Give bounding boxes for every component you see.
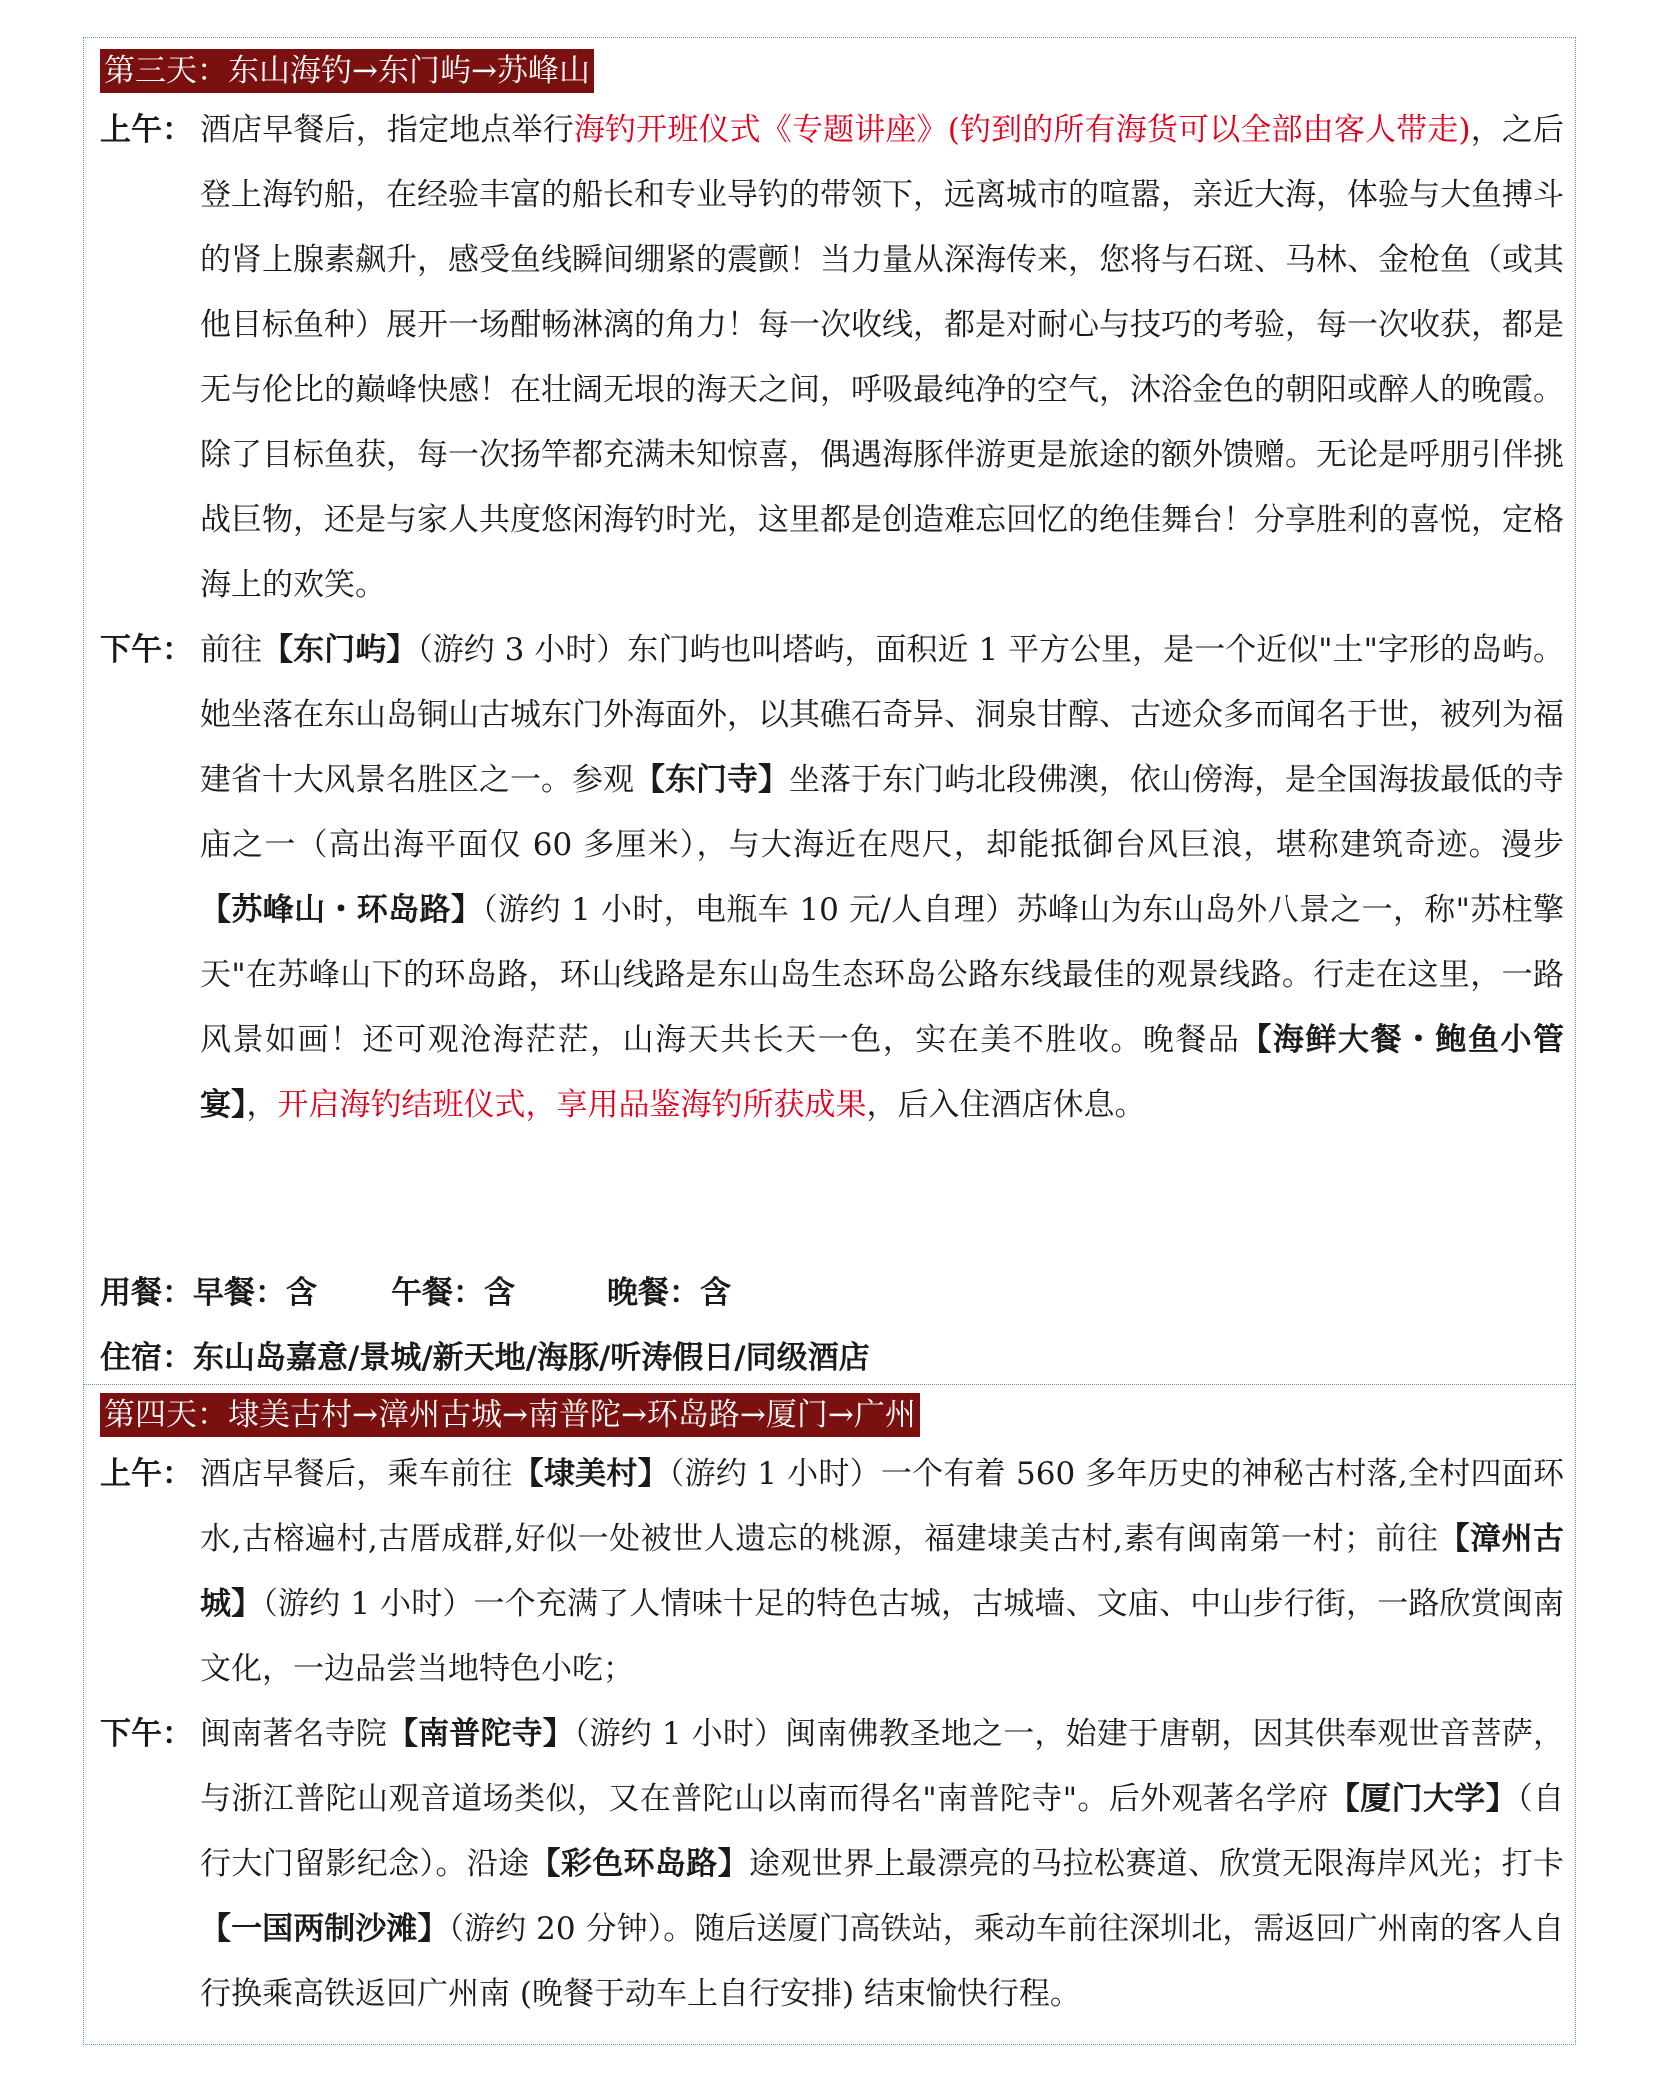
day4-morning [100,1442,1564,1702]
day3-content [100,98,1564,1138]
day3-afternoon-highlight: 开启海钓结班仪式，享用品鉴海钓所获成果 [277,1087,867,1123]
day3-afternoon [100,618,1564,1138]
day4-morning-text-3: （游约 1 小时）一个充满了人情味十足的特色古城，古城墙、文庙、中山步行街，一路欣赏闽南文化，一边品尝当地特色小吃； [200,1586,1564,1687]
day3-afternoon-comma: ， [246,1087,278,1123]
day4-afternoon-text-2: （游约 1 小时）闽南佛教圣地之一，始建于唐朝，因其供奉观世音菩萨，与浙江普陀山观音道场类似，又在普陀山以南而得名"南普陀寺"。后外观著名学府 [200,1716,1565,1817]
day4-afternoon-text-5: （游约 20 分钟）。随后送厦门高铁站，乘动车前往深圳北，需返回广州南的客人自行换乘高铁返回广州南 (晚餐于动车上自行安排) 结束愉快行程。 [200,1911,1565,2012]
day4-header: 第四天：埭美古村→漳州古城→南普陀→环岛路→厦门→广州 [100,1393,920,1437]
day3-morning-highlight: 海钓开班仪式《专题讲座》(钓到的所有海货可以全部由客人带走) [573,112,1471,148]
day4-afternoon-text-3: （自行大门留影纪念）。沿途 [200,1781,1565,1882]
day4-afternoon-label: 下午： [100,1716,193,1752]
attraction-ring-road: 【彩色环岛路】 [529,1846,749,1882]
day4-morning-text-2: （游约 1 小时）一个有着 560 多年历史的神秘古村落,全村四面环水,古榕遍村,古厝成群,好似一处被世人遗忘的桃源，福建埭美古村,素有闽南第一村；前往 [200,1456,1565,1557]
day4-morning-label: 上午： [100,1456,193,1492]
dinner-seafood: 【海鲜大餐・鲍鱼小管宴】 [200,1022,1564,1123]
attraction-xiamen-university: 【厦门大学】 [1328,1781,1518,1817]
day3-hotel [100,1336,870,1380]
day3-afternoon-text-6: ，后入住酒店休息。 [866,1087,1146,1123]
day4-afternoon-text-4: 途观世界上最漂亮的马拉松赛道、欣赏无限海岸风光；打卡 [749,1846,1565,1882]
itinerary-page [83,37,1576,2045]
attraction-nanputuo: 【南普陀寺】 [386,1716,574,1752]
attraction-sufengshan: 【苏峰山・环岛路】 [200,892,483,928]
day4-afternoon-text: 闽南著名寺院 [200,1716,387,1752]
attraction-beach: 【一国两制沙滩】 [200,1911,449,1947]
day3-meals [100,1271,731,1315]
day-divider [84,1384,1575,1385]
attraction-dongmensi: 【东门寺】 [634,762,789,798]
meal-dinner: 晚餐：含 [607,1275,731,1311]
attraction-daimei: 【埭美村】 [512,1456,669,1492]
day3-afternoon-text: 前往 [200,632,263,668]
day3-afternoon-text-4: （游约 1 小时，电瓶车 10 元/人自理）苏峰山为东山岛外八景之一，称"苏柱擎天"在苏峰山下的环岛路，环山线路是东山岛生态环岛公路东线最佳的观景线路。行走在这里，一路风景如画！还可观沧海茫茫，山海天共长天一色，实在美不胜收。晚餐品 [200,892,1564,1058]
hotel-value: 东山岛嘉意/景城/新天地/海豚/听涛假日/同级酒店 [193,1340,870,1376]
attraction-dongmenyu: 【东门屿】 [262,632,418,668]
day3-header: 第三天：东山海钓→东门屿→苏峰山 [100,49,594,93]
day3-morning-text-2: ，之后登上海钓船，在经验丰富的船长和专业导钓的带领下，远离城市的喧嚣，亲近大海，体验与大鱼搏斗的肾上腺素飙升，感受鱼线瞬间绷紧的震颤！当力量从深海传来，您将与石斑、马林、金枪鱼（或其他目标鱼种）展开一场酣畅淋漓的角力！每一次收线，都是对耐心与技巧的考验，每一次收获，都是无与伦比的巅峰快感！在壮阔无垠的海天之间，呼吸最纯净的空气，沐浴金色的朝阳或醉人的晚霞。除了目标鱼获，每一次扬竿都充满未知惊喜，偶遇海豚伴游更是旅途的额外馈赠。无论是呼朋引伴挑战巨物，还是与家人共度悠闲海钓时光，这里都是创造难忘回忆的绝佳舞台！分享胜利的喜悦，定格海上的欢笑。 [200,112,1565,603]
day4-morning-text: 酒店早餐后，乘车前往 [200,1456,513,1492]
meal-breakfast: 早餐：含 [193,1275,317,1311]
day3-morning [100,98,1564,618]
day3-morning-text: 酒店早餐后，指定地点举行 [200,112,574,148]
meals-label: 用餐： [100,1275,193,1311]
attraction-zhangzhou: 【漳州古城】 [200,1521,1564,1622]
day3-afternoon-text-3: 坐落于东门屿北段佛澳，依山傍海，是全国海拔最低的寺庙之一（高出海平面仅 60 多厘米），与大海近在咫尺，却能抵御台风巨浪，堪称建筑奇迹。漫步 [200,762,1564,863]
hotel-label: 住宿： [100,1340,193,1376]
day4-afternoon [100,1702,1564,2027]
day3-afternoon-label: 下午： [100,632,193,668]
day4-content [100,1442,1564,2027]
day3-afternoon-text-2: （游约 3 小时）东门屿也叫塔屿，面积近 1 平方公里，是一个近似"土"字形的岛屿。她坐落在东山岛铜山古城东门外海面外，以其礁石奇异、洞泉甘醇、古迹众多而闻名于世，被列为福建省十大风景名胜区之一。参观 [200,632,1565,798]
meal-lunch: 午餐：含 [391,1275,515,1311]
day3-morning-label: 上午： [100,112,193,148]
